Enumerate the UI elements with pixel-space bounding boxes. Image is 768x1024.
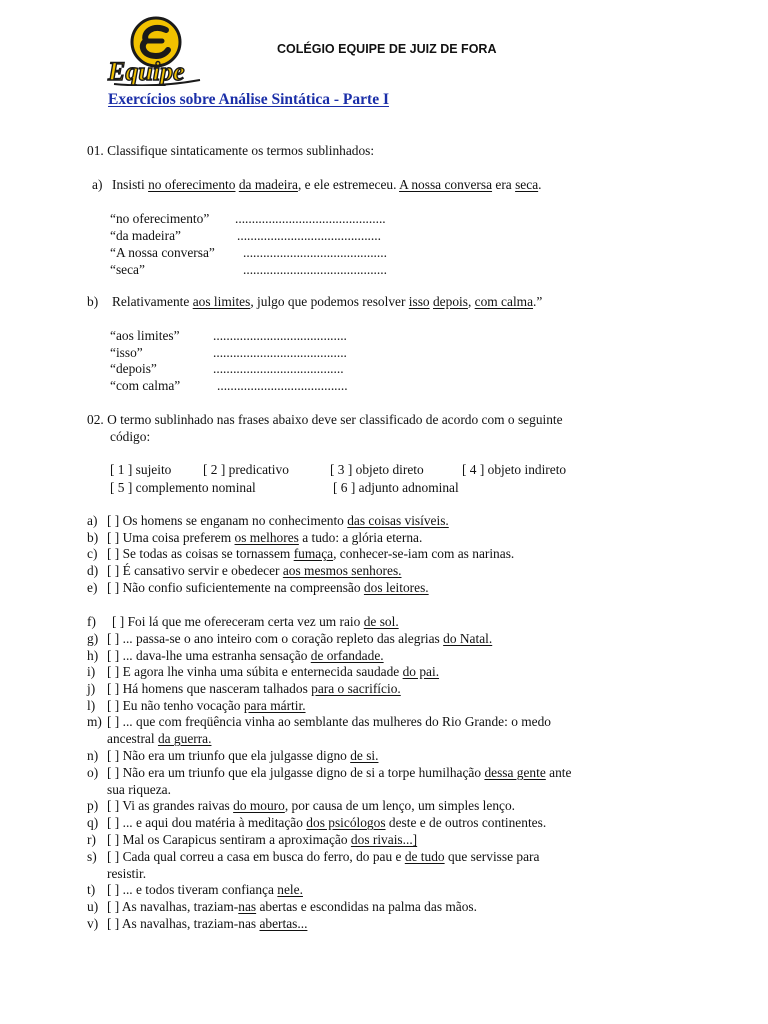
term-label: “seca” [110, 262, 145, 277]
item-label: v) [87, 916, 99, 931]
item-sentence [107, 882, 303, 898]
item-text: [ ] As navalhas, traziam-nas [107, 916, 260, 931]
item-sentence [107, 563, 402, 579]
sentence-underlined-term: aos limites [192, 294, 251, 309]
sentence-text: , julgo que podemos resolver [250, 294, 409, 309]
code-option: [ 3 ] objeto direto [330, 462, 424, 477]
item-text: , por causa de um lenço, um simples lenço. [284, 798, 516, 813]
item-underlined-term: do mouro [233, 798, 285, 813]
item-text: [ ] Não era um triunfo que ela julgasse digno [107, 748, 351, 763]
sentence-underlined-term: da madeira [238, 177, 298, 192]
item-label: b) [87, 530, 99, 545]
item-text: [ ] Uma coisa preferem [107, 530, 235, 545]
item-underlined-term: os melhores [234, 530, 299, 545]
item-text: deste e de outros continentes. [385, 815, 547, 830]
item-text: abertas e escondidas na palma das mãos. [256, 899, 477, 914]
sentence-text: . [538, 177, 542, 192]
item-text: [ ] ... que com freqüência vinha ao semblante das mulheres do Rio Grande: o medo [107, 714, 551, 729]
item-label: r) [87, 832, 96, 847]
code-option: [ 5 ] complemento nominal [110, 480, 256, 495]
item-sentence [107, 899, 477, 915]
item-text: [ ] ... passa-se o ano inteiro com o coração repleto das alegrias [107, 631, 444, 646]
item-sentence [107, 832, 417, 848]
sentence-underlined-term: seca [515, 177, 539, 192]
item-label: s) [87, 849, 97, 864]
term-label: “no oferecimento” [110, 211, 210, 226]
item-underlined-term: fumaça [293, 546, 334, 561]
q1b-sentence [112, 294, 542, 310]
item-underlined-term: do pai. [402, 664, 440, 679]
q1b-label: b) [87, 294, 99, 309]
item-text: [ ] Mal os Carapicus sentiram a aproximação [107, 832, 351, 847]
item-underlined-term: da guerra. [157, 731, 212, 746]
item-sentence [107, 698, 306, 714]
item-underlined-term: para mártir. [243, 698, 306, 713]
item-label: m) [87, 714, 102, 729]
item-underlined-term: de tudo [404, 849, 445, 864]
item-sentence [107, 731, 211, 747]
item-underlined-term: nas [238, 899, 257, 914]
sentence-text: Relativamente [112, 294, 193, 309]
q1a-sentence [112, 177, 542, 193]
term-label: “isso” [110, 345, 143, 360]
item-text: [ ] ... e aqui dou matéria à meditação [107, 815, 307, 830]
item-text: [ ] As navalhas, traziam- [107, 899, 239, 914]
sentence-text: era [492, 177, 516, 192]
item-label: f) [87, 614, 96, 629]
item-text: ante [545, 765, 572, 780]
term-label: “A nossa conversa” [110, 245, 215, 260]
sentence-underlined-term: A nossa conversa [399, 177, 493, 192]
q1a-label: a) [92, 177, 103, 192]
item-sentence [107, 748, 378, 764]
answer-blank: ....................................... [213, 361, 344, 376]
item-text: ancestral [107, 731, 158, 746]
item-label: u) [87, 899, 99, 914]
item-text: [ ] Cada qual correu a casa em busca do ferro, do pau e [107, 849, 405, 864]
svg-text:Equipe: Equipe [108, 57, 185, 86]
item-text: [ ] ... e todos tiveram confiança [107, 882, 278, 897]
item-sentence [107, 815, 546, 831]
q1-prompt: 01. Classifique sintaticamente os termos sublinhados: [87, 143, 375, 158]
sentence-text: , [467, 294, 475, 309]
sentence-underlined-term: depois [432, 294, 468, 309]
q2-prompt-cont: código: [110, 429, 151, 444]
school-name: COLÉGIO EQUIPE DE JUIZ DE FORA [277, 42, 497, 56]
item-sentence [107, 916, 307, 932]
equipe-logo [106, 14, 202, 86]
item-underlined-term: nele. [277, 882, 303, 897]
item-underlined-term: do Natal. [443, 631, 493, 646]
answer-blank: ............................................. [235, 211, 386, 226]
item-sentence [107, 798, 515, 814]
item-text: [ ] E agora lhe vinha uma súbita e enternecida saudade [107, 664, 403, 679]
item-text: [ ] Não era um triunfo que ela julgasse digno de si a torpe humilhação [107, 765, 485, 780]
item-text: [ ] Não confio suficientemente na compreensão [107, 580, 364, 595]
item-sentence [107, 648, 384, 664]
item-text: sua riqueza. [107, 782, 171, 797]
term-label: “depois” [110, 361, 157, 376]
item-sentence [107, 866, 146, 882]
item-text: [ ] Vi as grandes raivas [107, 798, 234, 813]
item-label: h) [87, 648, 99, 663]
item-label: g) [87, 631, 99, 646]
item-sentence [107, 580, 429, 596]
item-text: [ ] Se todas as coisas se tornassem [107, 546, 294, 561]
answer-blank: ........................................... [243, 245, 387, 260]
sentence-underlined-term: com calma [474, 294, 534, 309]
item-underlined-term: aos mesmos senhores. [282, 563, 402, 578]
item-label: t) [87, 882, 96, 897]
term-label: “da madeira” [110, 228, 181, 243]
item-text: , conhecer-se-iam com as narinas. [333, 546, 515, 561]
code-option: [ 2 ] predicativo [203, 462, 289, 477]
item-sentence [107, 546, 514, 562]
sentence-text: .” [533, 294, 543, 309]
item-sentence [107, 631, 492, 647]
sentence-text: , e ele estremeceu. [297, 177, 400, 192]
item-label: n) [87, 748, 99, 763]
item-text: [ ] É cansativo servir e obedecer [107, 563, 283, 578]
item-label: p) [87, 798, 99, 813]
item-underlined-term: de si. [350, 748, 379, 763]
item-text: resistir. [107, 866, 147, 881]
item-underlined-term: para o sacrifício. [311, 681, 401, 696]
term-label: “aos limites” [110, 328, 180, 343]
item-label: i) [87, 664, 96, 679]
answer-blank: ........................................ [213, 328, 347, 343]
item-underlined-term: dos leitores. [363, 580, 429, 595]
item-text: [ ] ... dava-lhe uma estranha sensação [107, 648, 311, 663]
item-sentence [107, 782, 171, 798]
item-sentence [107, 530, 422, 546]
item-label: e) [87, 580, 98, 595]
item-underlined-term: das coisas visíveis. [347, 513, 449, 528]
item-text: que servisse para [444, 849, 540, 864]
item-label: o) [87, 765, 99, 780]
item-sentence [107, 664, 439, 680]
answer-blank: ....................................... [217, 378, 348, 393]
code-option: [ 1 ] sujeito [110, 462, 172, 477]
item-label: j) [87, 681, 96, 696]
code-option: [ 4 ] objeto indireto [462, 462, 567, 477]
sentence-text: Insisti [112, 177, 149, 192]
item-underlined-term: dos psicólogos [306, 815, 386, 830]
item-label: l) [87, 698, 96, 713]
item-sentence [107, 849, 539, 865]
item-sentence [107, 714, 551, 730]
item-label: q) [87, 815, 99, 830]
item-label: a) [87, 513, 98, 528]
item-text: a tudo: a glória eterna. [298, 530, 423, 545]
item-underlined-term: dessa gente [484, 765, 546, 780]
item-sentence [107, 681, 401, 697]
item-text: [ ] Eu não tenho vocação [107, 698, 244, 713]
item-underlined-term: abertas... [259, 916, 308, 931]
answer-blank: ........................................ [213, 345, 347, 360]
item-underlined-term: de sol. [363, 614, 399, 629]
item-text: [ ] Há homens que nasceram talhados [107, 681, 312, 696]
term-label: “com calma” [110, 378, 181, 393]
item-label: c) [87, 546, 98, 561]
item-sentence [107, 513, 449, 529]
code-option: [ 6 ] adjunto adnominal [333, 480, 459, 495]
item-sentence [107, 765, 571, 781]
item-underlined-term: de orfandade. [310, 648, 384, 663]
q2-prompt: 02. O termo sublinhado nas frases abaixo deve ser classificado de acordo com o seguinte [87, 412, 563, 427]
answer-blank: ........................................... [243, 262, 387, 277]
sentence-underlined-term: isso [408, 294, 430, 309]
item-label: d) [87, 563, 99, 578]
item-sentence [112, 614, 399, 630]
item-text: [ ] Os homens se enganam no conhecimento [107, 513, 348, 528]
answer-blank: ........................................... [237, 228, 381, 243]
item-text: [ ] Foi lá que me ofereceram certa vez um raio [112, 614, 364, 629]
item-underlined-term: dos rivais...] [350, 832, 418, 847]
worksheet-title: Exercícios sobre Análise Sintática - Parte I [108, 91, 389, 108]
sentence-underlined-term: no oferecimento [148, 177, 236, 192]
